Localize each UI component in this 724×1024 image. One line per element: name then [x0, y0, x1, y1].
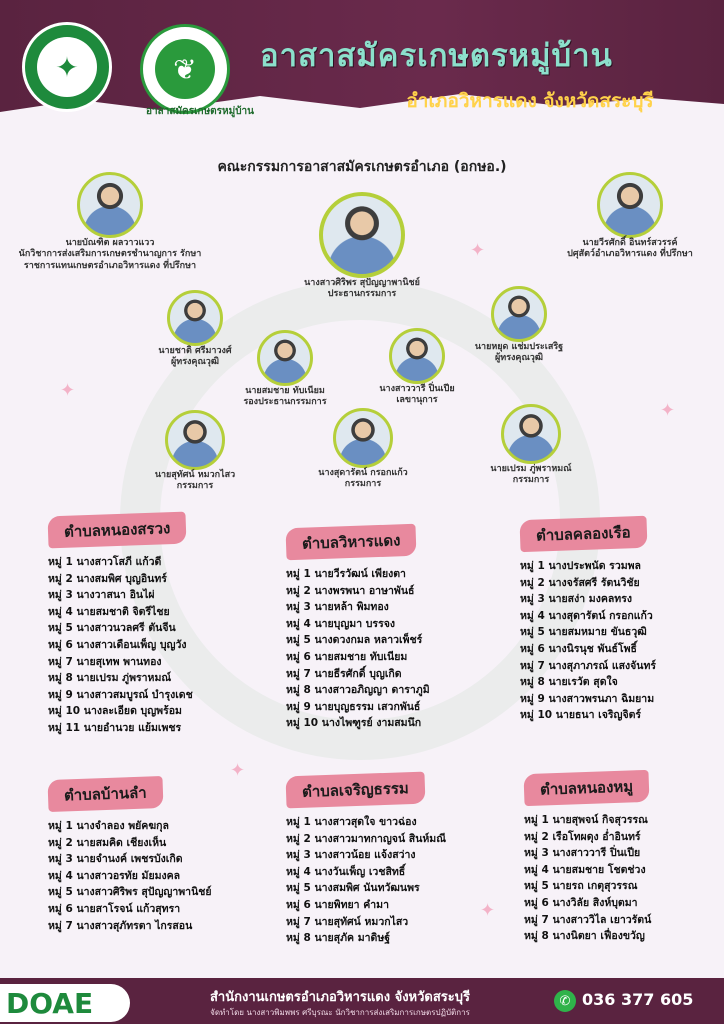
list-item: หมู่ 1 นายวีรวัฒน์ เพียงตา — [286, 568, 406, 580]
member-name: นายสมชาย ทับเนียม — [245, 386, 325, 396]
list-item: หมู่ 5 นางสมพิศ นันทวัฒนพร — [286, 882, 420, 895]
section-title: ตำบลคลองเรือ — [519, 516, 647, 552]
list-item: หมู่ 4 นางวันเพ็ญ เวชสิทธิ์ — [286, 865, 406, 878]
member-name: นายวีรศักดิ์ อินทร์สวรรค์ — [582, 238, 678, 248]
sparkle-icon: ✦ — [230, 760, 246, 781]
list-item: หมู่ 2 นางพรพนา อาษาพันธ์ — [286, 584, 415, 597]
list-item: หมู่ 5 นางดวงกมล หลาวเพ็ชร์ — [286, 634, 423, 647]
section-charoen-tham — [286, 774, 446, 947]
list-item: หมู่ 6 นายพิทยา คำมา — [286, 898, 389, 911]
member-role: กรรมการ — [176, 481, 214, 492]
list-item: หมู่ 5 นายรถ เกตุสุวรรณ — [524, 880, 638, 893]
list-item: หมู่ 10 นางไพฑูรย์ งามสมนึก — [286, 717, 422, 730]
list-item: หมู่ 3 นายจำนงค์ เพชรบังเกิด — [48, 853, 183, 866]
list-item: หมู่ 6 นางนิรนุช พันธ์โพธิ์ — [520, 642, 637, 655]
list-item: หมู่ 5 นางสาวนวลศรี ตันจีน — [48, 622, 176, 635]
village-list — [48, 554, 193, 737]
village-list — [520, 558, 656, 724]
section-title: ตำบลหนองสรวง — [47, 512, 186, 549]
committee-member-vice-chair — [220, 330, 350, 409]
list-item: หมู่ 3 นายหล้า พิมทอง — [286, 601, 389, 614]
member-name: นายสุทัศน์ หมวกไสว — [154, 470, 236, 480]
list-item: หมู่ 9 นางสาวสมบูรณ์ บำรุงเดช — [48, 688, 193, 701]
member-photo — [257, 330, 313, 386]
section-wihan-daeng — [286, 526, 430, 732]
village-list — [524, 812, 651, 945]
list-item: หมู่ 4 นายบุญมา บรรจง — [286, 617, 395, 630]
list-item: หมู่ 8 นายเปรม ภู่พราหมณ์ — [48, 672, 172, 685]
list-item: หมู่ 4 นายสมชาย โชตช่วง — [524, 863, 646, 876]
village-list — [286, 566, 430, 732]
member-name: นางสุดารัตน์ กรอกแก้ว — [318, 468, 408, 478]
list-item: หมู่ 5 นางสาวศิริพร สุปัญญาพานิชย์ — [48, 886, 212, 899]
footer-credit: จัดทำโดย นางสาวพิมพพร ศรีบุรณะ นักวิชาการส่งเสริมการเกษตรปฏิบัติการ — [210, 1008, 470, 1017]
member-role: ผู้ทรงคุณวุฒิ — [171, 357, 219, 368]
list-item: หมู่ 7 นางสาวสุภัทรตา ไกรสอน — [48, 919, 193, 932]
phone-icon: ✆ — [554, 990, 576, 1012]
section-khlong-ruea — [520, 518, 656, 724]
member-photo — [501, 404, 561, 464]
list-item: หมู่ 1 นางประพนัด รวมพล — [520, 560, 641, 572]
committee-member-advisor-2 — [540, 172, 720, 261]
list-item: หมู่ 4 นางสาวอรทัย มัยมงคล — [48, 869, 181, 882]
member-role: ผู้ทรงคุณวุฒิ — [495, 353, 543, 364]
volunteer-logo-text: อาสาสมัครเกษตรหมู่บ้าน — [146, 106, 255, 117]
committee-member-chair — [262, 192, 462, 301]
list-item: หมู่ 7 นายสุเทพ พานทอง — [48, 655, 162, 668]
page-title: อาสาสมัครเกษตรหมู่บ้าน — [260, 38, 613, 74]
member-name: นายหยุด แช่มประเสริฐ — [474, 342, 564, 352]
list-item: หมู่ 2 นางสาวมาทกาญจน์ สินห์มณี — [286, 832, 446, 845]
member-photo — [319, 192, 405, 278]
sparkle-icon: ✦ — [480, 900, 496, 921]
member-photo — [389, 328, 445, 384]
member-photo — [333, 408, 393, 468]
committee-member-3 — [456, 404, 606, 487]
section-title: ตำบลเจริญธรรม — [285, 772, 425, 809]
committee-title: คณะกรรมการอาสาสมัครเกษตรอำเภอ (อกษอ.) — [217, 159, 507, 175]
member-photo — [167, 290, 223, 346]
list-item: หมู่ 11 นายอำนวย แย้มเพชร — [48, 721, 182, 734]
member-name: นายบัณฑิต ผลวาวแวว — [65, 238, 155, 248]
committee-member-1 — [120, 410, 270, 493]
list-item: หมู่ 3 นางสาวน้อย แจ้งสว่าง — [286, 849, 416, 862]
volunteer-logo — [140, 24, 230, 114]
section-title: ตำบลหนองหมู — [523, 770, 649, 806]
list-item: หมู่ 8 นายเรวัต สุดใจ — [520, 676, 618, 689]
member-role: นักวิชาการส่งเสริมการเกษตรชำนาญการ รักษาราชการแทนเกษตรอำเภอวิหารแดง ที่ปรึกษา — [18, 249, 202, 271]
member-role: ปศุสัตว์อำเภอวิหารแดง ที่ปรึกษา — [567, 249, 693, 260]
member-photo — [165, 410, 225, 470]
list-item: หมู่ 2 เรือโทผดุง อ่ำอินทร์ — [524, 830, 641, 843]
list-item: หมู่ 1 นางสาวสุดใจ ขาวฉ่อง — [286, 816, 417, 828]
list-item: หมู่ 8 นางนิตยา เฟื่องขวัญ — [524, 930, 645, 943]
list-item: หมู่ 2 นางสมพิศ บุญอินทร์ — [48, 572, 167, 585]
committee-member-advisor-1 — [10, 172, 210, 272]
section-ban-lam — [48, 778, 212, 934]
footer-organization: สำนักงานเกษตรอำเภอวิหารแดง จังหวัดสระบุรี — [209, 990, 471, 1005]
list-item: หมู่ 7 นายสุทัศน์ หมวกไสว — [286, 915, 409, 928]
list-item: หมู่ 10 นางละเอียด บุญพร้อม — [48, 705, 182, 718]
section-title: ตำบลวิหารแดง — [285, 524, 416, 561]
section-nong-mu — [524, 772, 651, 945]
list-item: หมู่ 2 นางจรัสศรี รัตนวิชัย — [520, 576, 640, 589]
leaf-people-icon: ❦ — [155, 39, 215, 99]
member-role: กรรมการ — [344, 479, 382, 490]
doae-seal-logo — [22, 22, 112, 112]
committee-member-2 — [288, 408, 438, 491]
member-photo — [597, 172, 663, 238]
list-item: หมู่ 1 นายสุพจน์ กิจสุวรรณ — [524, 814, 648, 826]
list-item: หมู่ 6 นายสมชาย ทับเนียม — [286, 650, 408, 663]
section-nong-suang — [48, 514, 193, 737]
list-item: หมู่ 7 นายธีรศักดิ์ บุญเกิด — [286, 667, 402, 680]
page-subtitle: อำเภอวิหารแดง จังหวัดสระบุรี — [406, 90, 654, 112]
list-item: หมู่ 5 นายสมหมาย ขันธวุฒิ — [520, 626, 647, 639]
list-item: หมู่ 7 นางสาววิไล เยาวรัตน์ — [524, 913, 652, 926]
member-photo — [491, 286, 547, 342]
doae-logo: DOAE — [0, 984, 130, 1022]
sparkle-icon: ✦ — [470, 240, 486, 261]
member-name: นางสาวศิริพร สุปัญญาพานิชย์ — [304, 278, 420, 288]
list-item: หมู่ 9 นายบุญธรรม เสวกพันธ์ — [286, 700, 421, 713]
member-name: นายเปรม ภู่พราหมณ์ — [490, 464, 572, 474]
list-item: หมู่ 3 นางวาสนา อินไผ่ — [48, 589, 155, 602]
list-item: หมู่ 4 นายสมชาติ จิตรีไชย — [48, 605, 170, 618]
member-name: นายชาติ ศรีมาวงศ์ — [158, 346, 232, 356]
list-item: หมู่ 2 นายสมคิด เชียงเห็น — [48, 836, 167, 849]
member-name: นางสาววารี ปิ่นเปีย — [379, 384, 455, 394]
village-list — [286, 814, 446, 947]
committee-member-secretary — [352, 328, 482, 407]
list-item: หมู่ 1 นางสาวโสภี แก้วดี — [48, 556, 162, 568]
list-item: หมู่ 3 นางสาววารี ปิ่นเปีย — [524, 847, 641, 860]
member-role: ประธานกรรมการ — [327, 289, 397, 300]
list-item: หมู่ 9 นางสาวพรนภา ฉิมยาม — [520, 692, 655, 705]
village-list — [48, 818, 212, 934]
phone-number[interactable]: 036 377 605 — [582, 990, 694, 1009]
list-item: หมู่ 7 นางสุภาภรณ์ แสงจันทร์ — [520, 659, 657, 672]
list-item: หมู่ 8 นางสาวอภิญญา ดาราภูมิ — [286, 684, 430, 697]
section-title: ตำบลบ้านลำ — [47, 776, 163, 812]
sparkle-icon: ✦ — [60, 380, 76, 401]
list-item: หมู่ 6 นางวิลัย สิงห์บุตมา — [524, 896, 638, 909]
member-photo — [77, 172, 143, 238]
garuda-icon: ✦ — [37, 37, 97, 97]
list-item: หมู่ 6 นางสาวเดือนเพ็ญ บุญวัง — [48, 638, 187, 651]
list-item: หมู่ 3 นายสง่า มงคลทรง — [520, 593, 632, 606]
sparkle-icon: ✦ — [660, 400, 676, 421]
list-item: หมู่ 8 นายสุภัค มาดิษฐ์ — [286, 932, 391, 945]
member-role: รองประธานกรรมการ — [243, 397, 327, 408]
list-item: หมู่ 6 นายสาโรจน์ แก้วสุทรา — [48, 902, 181, 915]
member-role: เลขานุการ — [396, 395, 438, 406]
member-role: กรรมการ — [512, 475, 550, 486]
list-item: หมู่ 1 นางจำลอง พยัคฆกุล — [48, 820, 169, 832]
list-item: หมู่ 4 นางสุดารัตน์ กรอกแก้ว — [520, 609, 653, 622]
list-item: หมู่ 10 นายธนา เจริญจิตร์ — [520, 709, 642, 722]
